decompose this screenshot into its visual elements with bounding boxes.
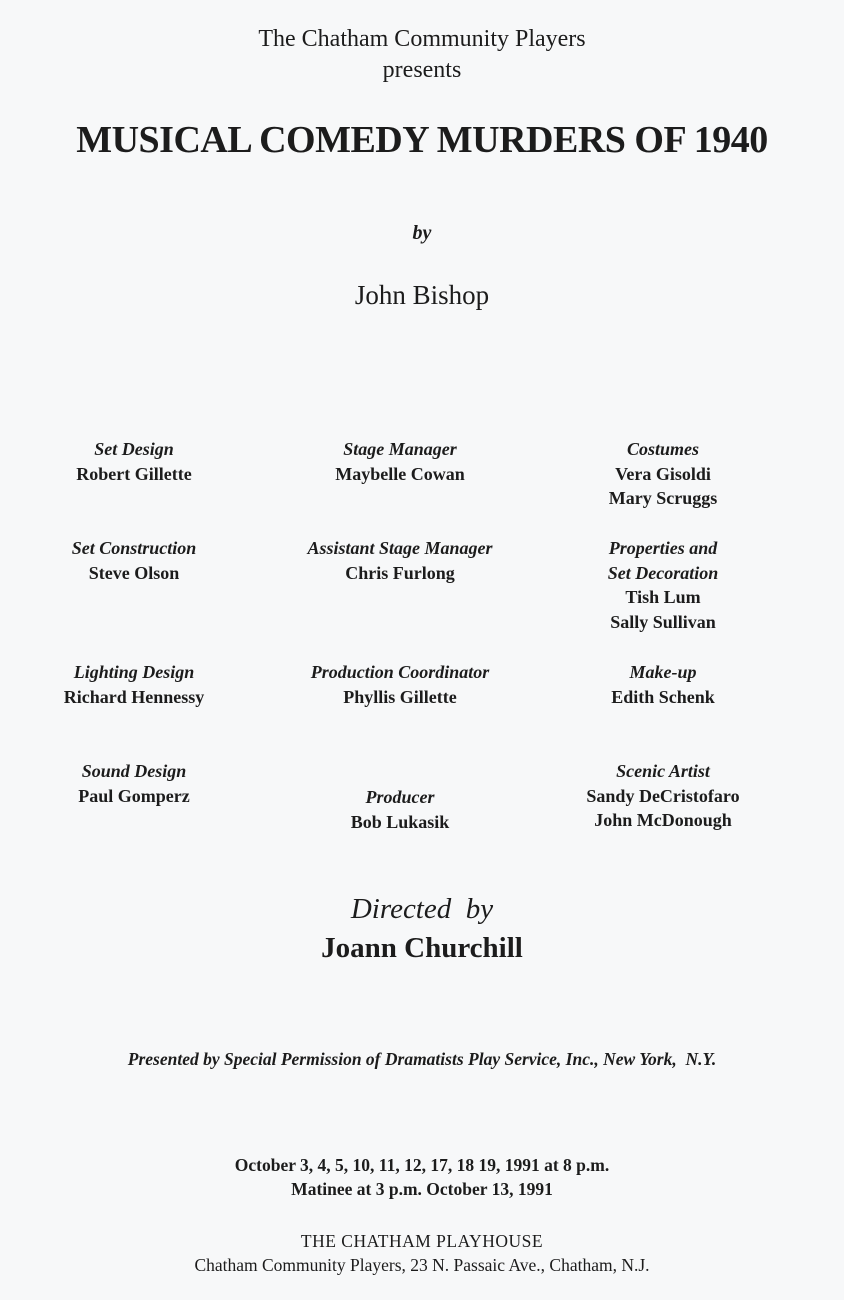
credit-sound-design (40, 759, 228, 808)
credit-name: Maybelle Cowan (335, 463, 465, 484)
credit-name: Richard Hennessy (63, 686, 205, 707)
credit-name: Sandy DeCristofaro (586, 785, 740, 806)
credit-name: Phyllis Gillette (343, 686, 457, 707)
credit-name: Chris Furlong (345, 562, 455, 583)
credit-set-design (40, 437, 228, 486)
directed-by-label: Directed by (350, 893, 494, 925)
credit-name: Bob Lukasik (350, 811, 450, 832)
credit-assistant-stage-manager (282, 536, 518, 585)
credit-name: Robert Gillette (76, 463, 192, 484)
credit-name: Vera Gisoldi (615, 463, 711, 484)
credit-name: Paul Gomperz (78, 785, 190, 806)
credit-stage-manager (282, 437, 518, 486)
permission-notice: Presented by Special Permission of Dramatists Play Service, Inc., New York, N.Y. (127, 1049, 717, 1069)
credit-role: Production Coordinator (310, 662, 490, 682)
credit-name: Edith Schenk (611, 686, 715, 707)
credit-role: Lighting Design (73, 662, 195, 682)
credit-makeup (560, 660, 766, 709)
credit-properties (560, 536, 766, 634)
credit-role: Sound Design (81, 761, 187, 781)
credit-costumes (560, 437, 766, 511)
credit-lighting-design (40, 660, 228, 709)
venue-name: THE CHATHAM PLAYHOUSE (300, 1231, 544, 1251)
matinee-info: Matinee at 3 p.m. October 13, 1991 (291, 1179, 553, 1199)
credit-role: Set Decoration (607, 562, 719, 583)
performance-dates: October 3, 4, 5, 10, 11, 12, 17, 18 19, 1991 at 8 p.m. (234, 1155, 610, 1175)
director-name: Joann Churchill (321, 932, 523, 964)
credit-name: Steve Olson (88, 562, 180, 583)
credit-scenic-artist (560, 759, 766, 833)
venue-block (0, 1229, 844, 1277)
credit-role: Scenic Artist (616, 761, 710, 781)
credit-role: Make-up (629, 662, 697, 682)
credit-name: Tish Lum (625, 587, 701, 607)
presents-text: presents (382, 57, 462, 83)
credit-role: Set Construction (71, 538, 197, 558)
credit-role: Properties and (608, 538, 718, 558)
by-label: by (412, 222, 432, 244)
presenter-block (0, 24, 844, 86)
credit-name: Sally Sullivan (610, 611, 716, 632)
venue-address: Chatham Community Players, 23 N. Passaic Ave., Chatham, N.J. (194, 1255, 650, 1275)
credit-role: Producer (365, 787, 435, 807)
play-title: MUSICAL COMEDY MURDERS OF 1940 (76, 119, 768, 161)
credit-set-construction (40, 536, 228, 585)
credit-role: Stage Manager (343, 439, 457, 459)
credit-name: John McDonough (594, 810, 732, 830)
credit-role: Assistant Stage Manager (307, 538, 493, 558)
credit-production-coordinator (282, 660, 518, 709)
credit-role: Costumes (626, 439, 700, 459)
credit-role: Set Design (94, 439, 174, 459)
presenter-name: The Chatham Community Players (258, 26, 586, 52)
author-name: John Bishop (354, 280, 490, 310)
schedule-block (0, 1153, 844, 1201)
credit-producer (282, 785, 518, 834)
credit-name: Mary Scruggs (608, 488, 718, 508)
